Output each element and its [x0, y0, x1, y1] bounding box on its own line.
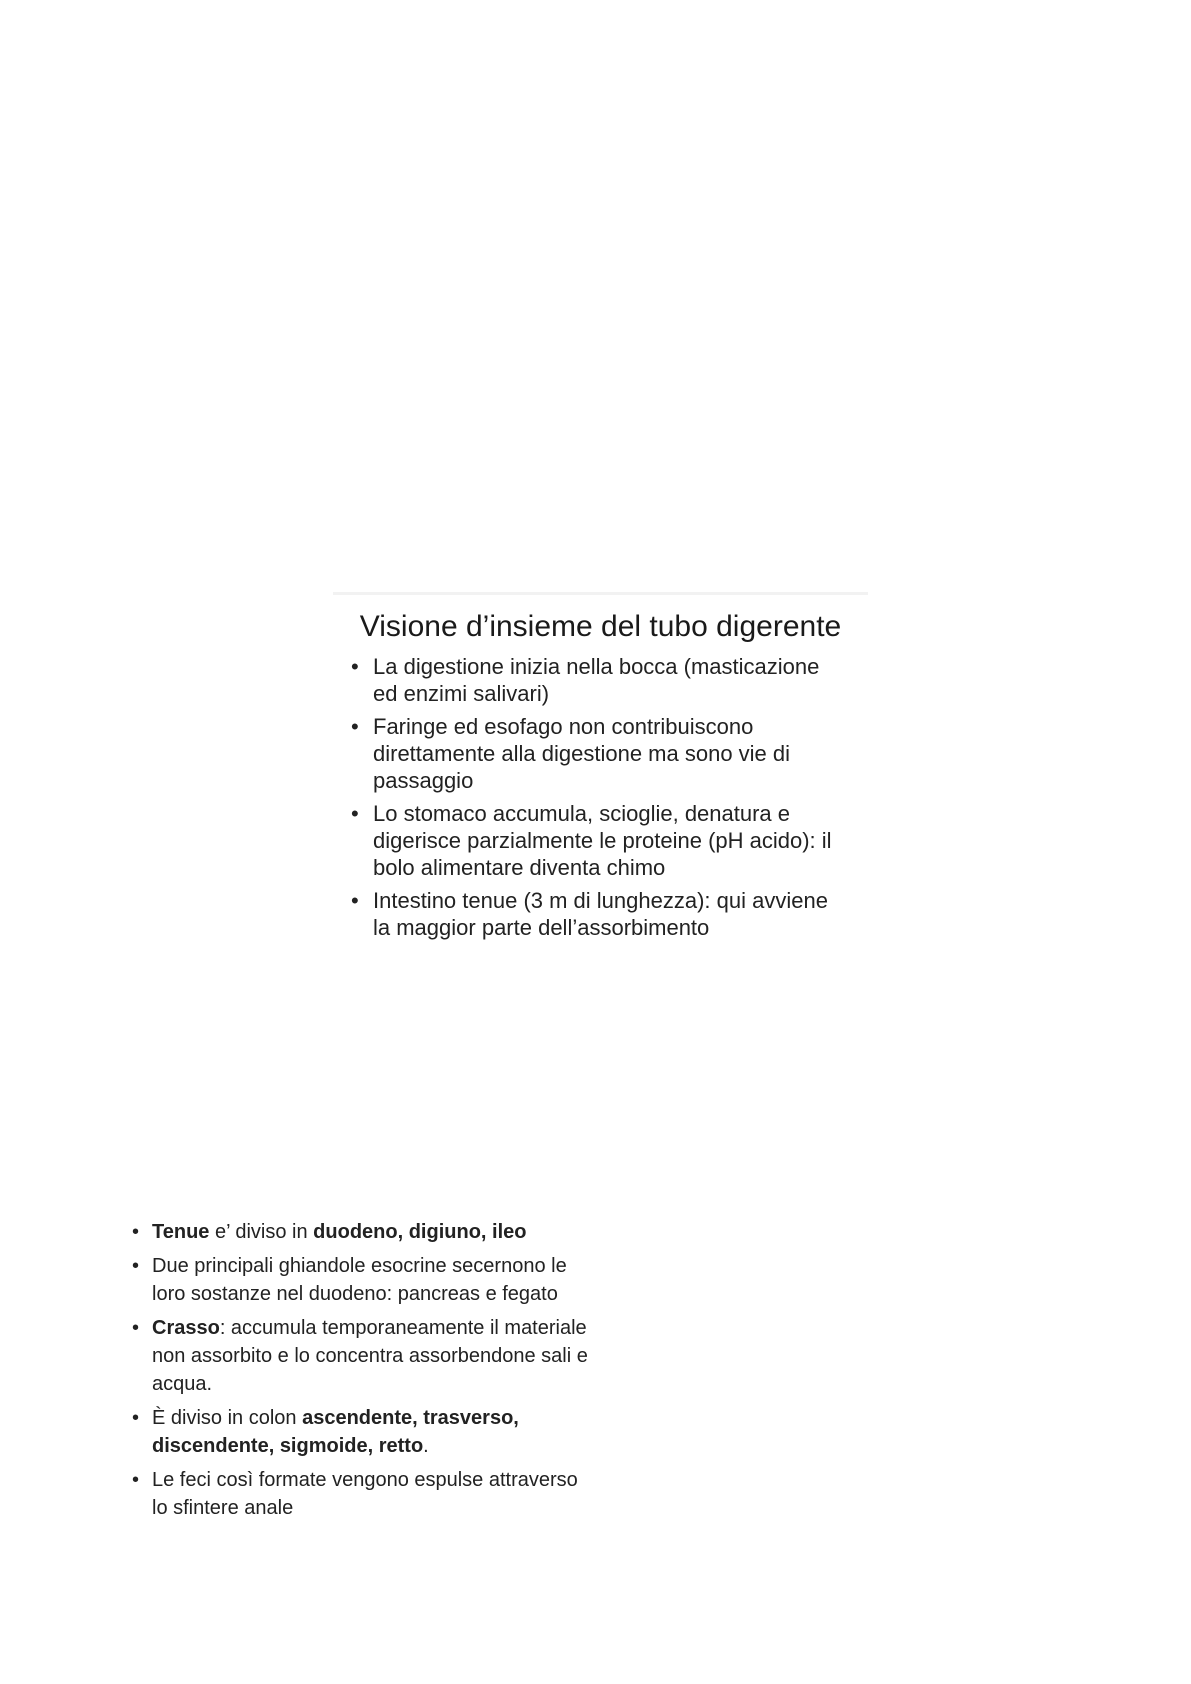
- bullet-icon: •: [132, 1469, 140, 1491]
- bullet-icon: •: [132, 1317, 140, 1339]
- bullet-icon: •: [132, 1255, 140, 1277]
- notes-bullet-list: [128, 1218, 588, 1522]
- list-item: [333, 713, 833, 794]
- bold-term: Tenue: [152, 1221, 210, 1243]
- list-item: [128, 1218, 588, 1246]
- bullet-icon: •: [132, 1407, 140, 1429]
- bullet-icon: •: [351, 888, 359, 913]
- list-item: [128, 1404, 588, 1460]
- bold-term: duodeno, digiuno, ileo: [313, 1221, 527, 1243]
- list-item: [333, 800, 833, 881]
- notes-section: [128, 1218, 588, 1528]
- bullet-text: Le feci così formate vengono espulse attraverso lo sfintere anale: [152, 1469, 578, 1519]
- list-item: [333, 653, 833, 707]
- list-item: [128, 1466, 588, 1522]
- list-item: [128, 1252, 588, 1308]
- bullet-text: .: [423, 1435, 429, 1457]
- slide-bullet-list: [333, 653, 868, 941]
- bold-term: Crasso: [152, 1317, 220, 1339]
- list-item: [333, 887, 833, 941]
- list-item: [128, 1314, 588, 1398]
- slide-title: Visione d’insieme del tubo digerente: [359, 610, 842, 643]
- bullet-text: Faringe ed esofago non contribuiscono direttamente alla digestione ma sono vie di passaggio: [373, 714, 791, 793]
- bold-term: ascendente, trasverso, discendente, sigmoide, retto: [152, 1407, 519, 1457]
- bullet-icon: •: [351, 801, 359, 826]
- bullet-text: e’ diviso in: [209, 1221, 314, 1243]
- bullet-icon: •: [351, 654, 359, 679]
- bullet-icon: •: [351, 714, 359, 739]
- bullet-text: Intestino tenue (3 m di lunghezza): qui avviene la maggior parte dell’assorbimento: [373, 888, 828, 940]
- bullet-text: È diviso in colon: [152, 1407, 303, 1429]
- bullet-text: Due principali ghiandole esocrine secernono le loro sostanze nel duodeno: pancreas e fegato: [152, 1255, 567, 1305]
- bullet-text: : accumula temporaneamente il materiale non assorbito e lo concentra assorbendone sali e acqua.: [152, 1317, 588, 1395]
- bullet-text: Lo stomaco accumula, scioglie, denatura e digerisce parzialmente le proteine (pH acido): il bolo alimentare diventa chimo: [373, 801, 832, 880]
- slide: [333, 592, 868, 947]
- bullet-text: La digestione inizia nella bocca (masticazione ed enzimi salivari): [373, 654, 820, 706]
- bullet-icon: •: [132, 1221, 140, 1243]
